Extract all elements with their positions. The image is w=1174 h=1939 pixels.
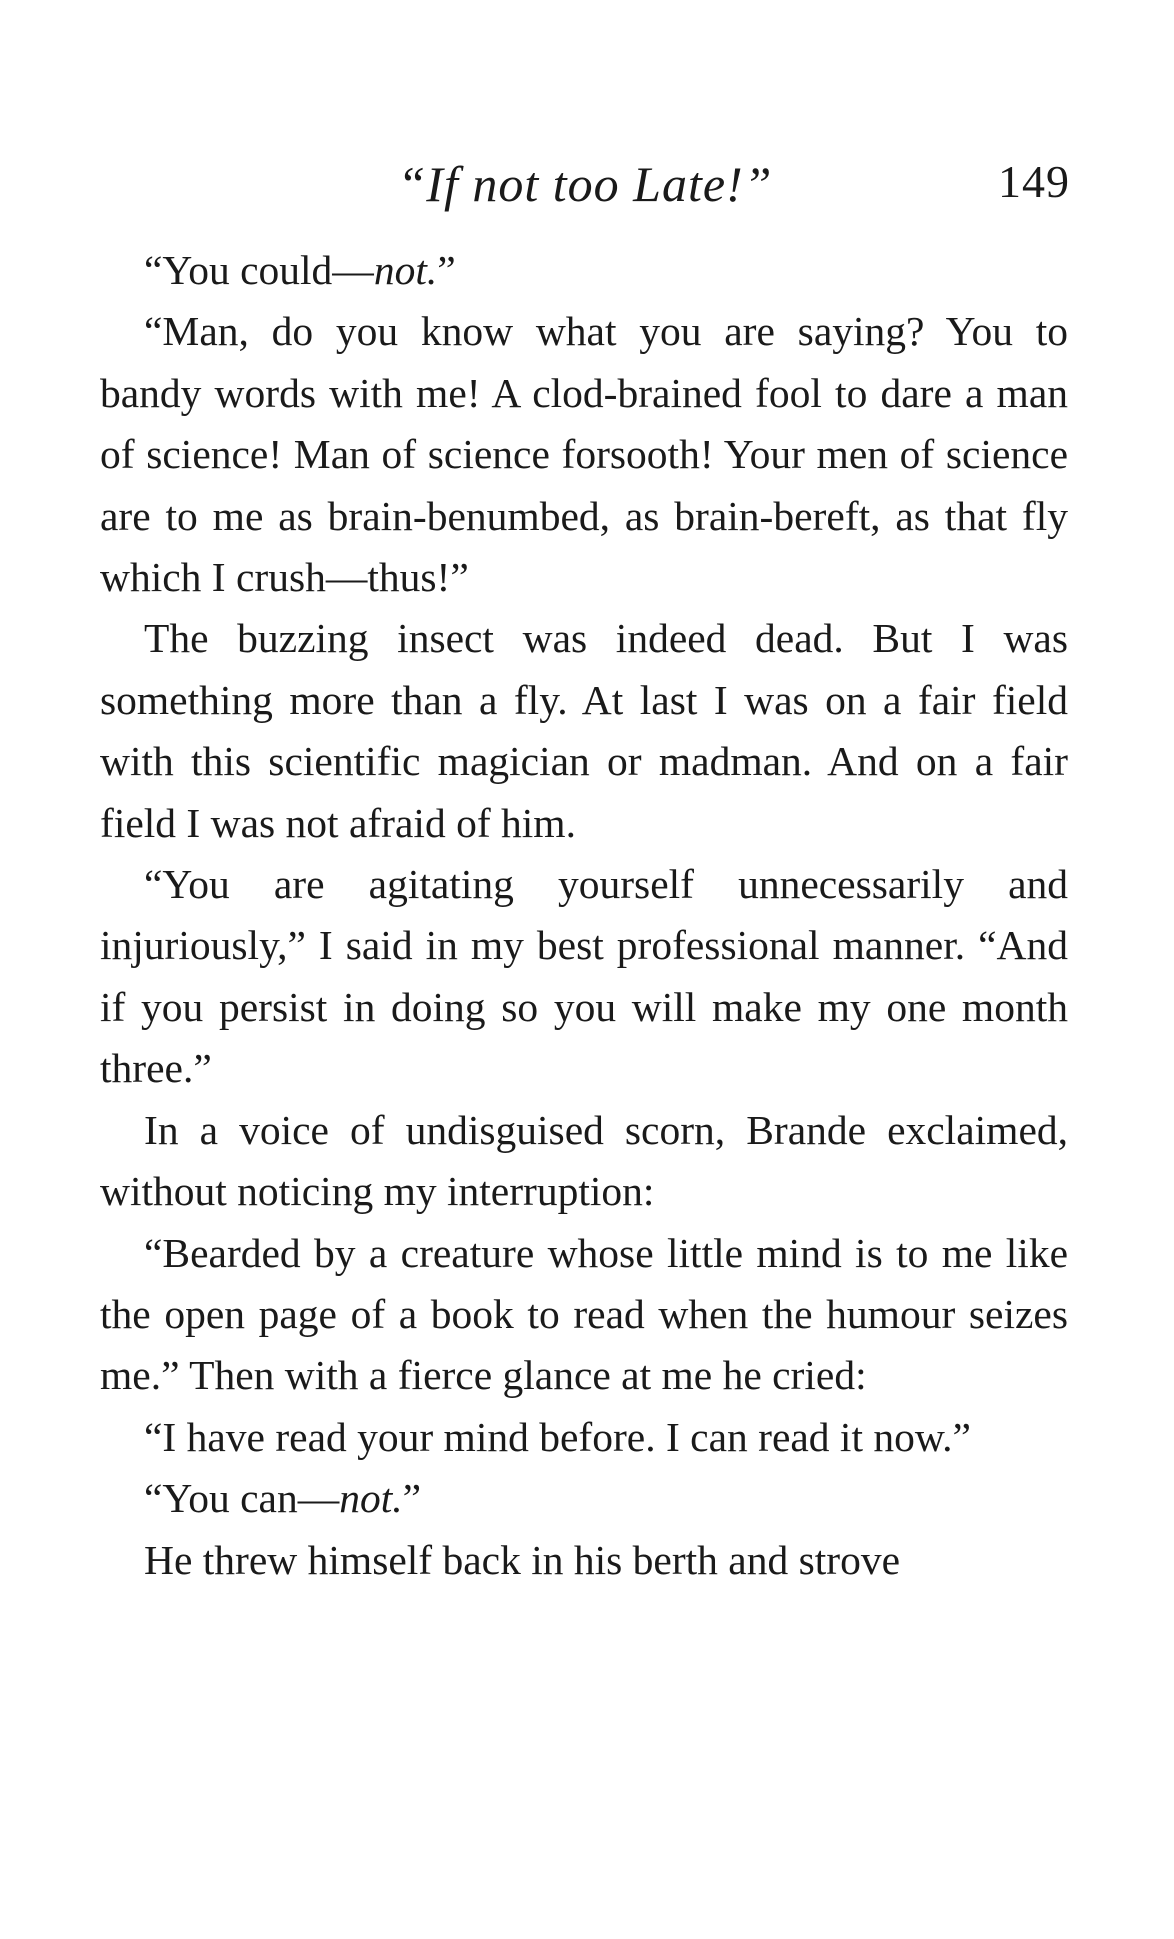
running-title: “If not too Late!” [397,156,773,212]
running-head [100,155,1070,215]
paragraph-1 [100,240,1068,301]
paragraph-2: “Man, do you know what you are saying? You to bandy words with me! A clod-brained fool to dare a man of science! Man of science forsooth! Your men of science are to me as brain-benumbed, as brain-bereft, as that fly which I crush—thus!” [100,308,1068,601]
body-text [100,240,1068,1591]
paragraph-8-text: “You can— [144,1475,340,1522]
paragraph-7: “I have read your mind before. I can read it now.” [144,1413,971,1460]
paragraph-1-emphasis: not. [373,247,438,293]
paragraph-5: In a voice of undisguised scorn, Brande exclaimed, without noticing my interruption: [100,1106,1068,1215]
paragraph-6: “Bearded by a creature whose little mind is to me like the open page of a book to read when the humour seizes me.” Then with a fierce glance at me he cried: [100,1229,1068,1399]
paragraph-4: “You are agitating yourself unnecessarily and injuriously,” I said in my best professional manner. “And if you persist in doing so you will make my one month three.” [100,861,1068,1092]
paragraph-3: The buzzing insect was indeed dead. But I was something more than a fly. At last I was on a fair field with this scientific magician or madman. And on a fair field I was not afraid of him. [100,615,1068,846]
paragraph-8-emphasis: not. [339,1475,403,1522]
paragraph-8-close: ” [402,1475,422,1522]
paragraph-8 [100,1468,1068,1529]
paragraph-1-close: ” [437,247,456,293]
paragraph-9: He threw himself back in his berth and strove [144,1536,901,1583]
page-number: 149 [998,156,1070,207]
paragraph-1-text: “You could— [144,247,374,293]
